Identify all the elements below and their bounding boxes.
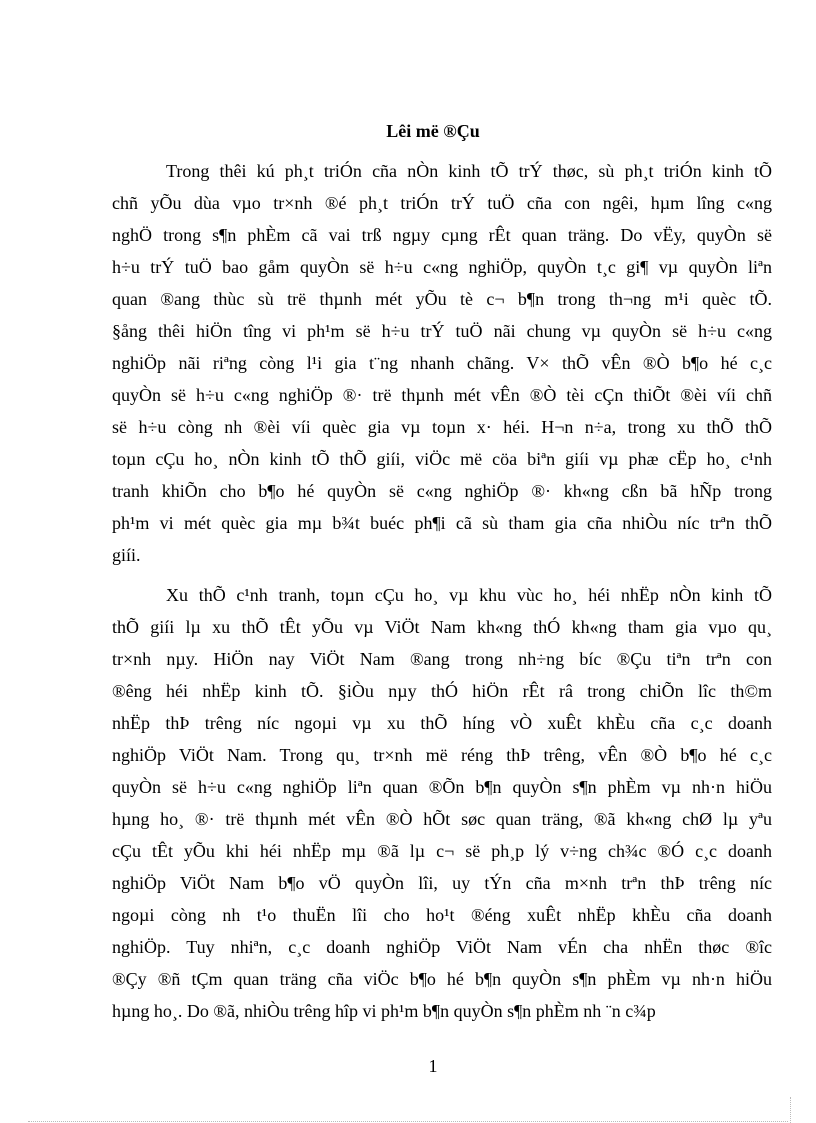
- text-line: giíi.: [112, 545, 141, 565]
- text-line: §ång thêi hiÖn tîng vi ph¹m së h÷u trÝ tuÖ nãi chung vµ quyÒn së h÷u c«ng: [112, 321, 772, 341]
- text-line: thÕ giíi lµ xu thÕ tÊt yÕu vµ ViÖt Nam kh«ng thÓ kh«ng tham gia vµo qu¸: [112, 617, 772, 637]
- text-line: quyÒn së h÷u c«ng nghiÖp ®· trë thµnh mét vÊn ®Ò tèi cÇn thiÕt ®èi víi chñ: [112, 385, 772, 405]
- text-line: tranh khiÕn cho b¶o hé quyÒn së c«ng nghiÖp ®· kh«ng cßn bã hÑp trong: [112, 481, 772, 501]
- text-line: nghiÖp ViÖt Nam. Trong qu¸ tr×nh më réng thÞ trêng, vÊn ®Ò b¶o hé c¸c: [112, 745, 772, 765]
- text-line: h÷u trÝ tuÖ bao gåm quyÒn së h÷u c«ng nghiÖp, quyÒn t¸c gi¶ vµ quyÒn liªn: [112, 257, 772, 277]
- text-line: nghiÖp. Tuy nhiªn, c¸c doanh nghiÖp ViÖt Nam vÉn cha nhËn thøc ®îc: [112, 937, 772, 957]
- page-bottom-border: [28, 1121, 788, 1122]
- text-line: ngoµi còng nh t¹o thuËn lîi cho ho¹t ®éng xuÊt nhËp khÈu cña doanh: [112, 905, 772, 925]
- text-line: së h÷u còng nh ®èi víi quèc gia vµ toµn x· héi. H¬n n÷a, trong xu thÕ thÕ: [112, 417, 772, 437]
- text-line: ®êng héi nhËp kinh tÕ. §iÒu nµy thÓ hiÖn rÊt râ trong chiÕn lîc th©m: [112, 681, 772, 701]
- text-line: ®Çy ®ñ tÇm quan träng cña viÖc b¶o hé b¶n quyÒn s¶n phÈm vµ nh·n hiÖu: [112, 969, 772, 989]
- text-line: nhËp thÞ trêng níc ngoµi vµ xu thÕ híng vÒ xuÊt khÈu cña c¸c doanh: [112, 713, 772, 733]
- page-title: Lêi më ®Çu: [386, 121, 480, 141]
- text-line: nghiÖp ViÖt Nam b¶o vÖ quyÒn lîi, uy tÝn cña m×nh trªn thÞ trêng níc: [112, 873, 772, 893]
- text-line: quan ®ang thùc sù trë thµnh mét yÕu tè c¬ b¶n trong th¬ng m¹i quèc tÕ.: [112, 289, 772, 309]
- text-line: quyÒn së h÷u c«ng nghiÖp liªn quan ®Õn b¶n quyÒn s¶n phÈm vµ nh·n hiÖu: [112, 777, 772, 797]
- text-line: chñ yÕu dùa vµo tr×nh ®é ph¸t triÓn trÝ tuÖ cña con ngêi, hµm lîng c«ng: [112, 193, 772, 213]
- text-line: hµng ho¸ ®· trë thµnh mét vÊn ®Ò hÕt søc quan träng, ®ã kh«ng chØ lµ yªu: [112, 809, 772, 829]
- text-line: Trong thêi kú ph¸t triÓn cña nÒn kinh tÕ trÝ thøc, sù ph¸t triÓn kinh tÕ: [166, 161, 772, 181]
- text-line: hµng ho¸. Do ®ã, nhiÒu trêng hîp vi ph¹m b¶n quyÒn s¶n phÈm nh ¨n c¾p: [112, 1001, 656, 1021]
- page-right-border: [790, 1097, 791, 1123]
- text-line: ph¹m vi mét quèc gia mµ b¾t buéc ph¶i cã sù tham gia cña nhiÒu níc trªn thÕ: [112, 513, 772, 533]
- text-line: toµn cÇu ho¸ nÒn kinh tÕ thÕ giíi, viÖc më cöa biªn giíi vµ phæ cËp ho¸ c¹nh: [112, 449, 772, 469]
- text-line: nghiÖp nãi riªng còng l¹i gia t¨ng nhanh chãng. V× thÕ vÊn ®Ò b¶o hé c¸c: [112, 353, 772, 373]
- page-number: 1: [428, 1056, 438, 1076]
- text-line: tr×nh nµy. HiÖn nay ViÖt Nam ®ang trong nh÷ng bíc ®Çu tiªn trªn con: [112, 649, 772, 669]
- text-line: Xu thÕ c¹nh tranh, toµn cÇu ho¸ vµ khu vùc ho¸ héi nhËp nÒn kinh tÕ: [166, 585, 772, 605]
- text-line: cÇu tÊt yÕu khi héi nhËp mµ ®ã lµ c¬ së ph¸p lý v÷ng ch¾c ®Ó c¸c doanh: [112, 841, 772, 861]
- text-line: nghÖ trong s¶n phÈm cã vai trß ngµy cµng rÊt quan träng. Do vËy, quyÒn së: [112, 225, 772, 245]
